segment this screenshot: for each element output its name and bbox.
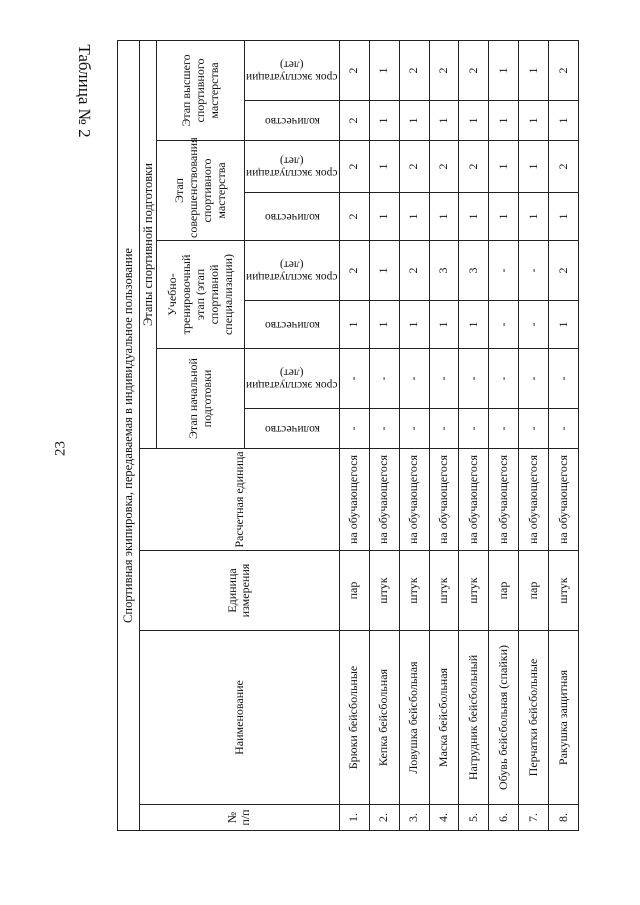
header-quantity: количество xyxy=(245,301,339,349)
cell-name: Нагрудник бейсбольный xyxy=(459,631,489,805)
cell-quantity: 1 xyxy=(459,101,489,141)
cell-quantity: 1 xyxy=(549,193,579,241)
cell-term: 1 xyxy=(369,41,399,101)
cell-term: 2 xyxy=(549,41,579,101)
cell-quantity: 1 xyxy=(399,301,429,349)
cell-quantity: - xyxy=(489,301,519,349)
cell-term: 2 xyxy=(399,241,429,301)
cell-term: 3 xyxy=(459,241,489,301)
table-row xyxy=(459,41,489,831)
cell-quantity: 1 xyxy=(549,101,579,141)
cell-quantity: - xyxy=(489,409,519,449)
cell-quantity: 1 xyxy=(489,101,519,141)
cell-quantity: 1 xyxy=(339,301,369,349)
equipment-table xyxy=(117,40,579,831)
table-title: Спортивная экипировка, передаваемая в индивидуальное пользование xyxy=(118,41,140,831)
cell-calc-unit: на обучающегося xyxy=(549,449,579,551)
cell-term: 2 xyxy=(549,241,579,301)
cell-num: 1. xyxy=(339,805,369,831)
cell-quantity: 1 xyxy=(429,301,459,349)
cell-num: 5. xyxy=(459,805,489,831)
header-term: срок эксплуатации (лет) xyxy=(245,349,339,409)
cell-quantity: 1 xyxy=(369,301,399,349)
cell-name: Перчатки бейсбольные xyxy=(519,631,549,805)
header-calc-unit: Расчетная единица xyxy=(140,449,340,551)
cell-term: 2 xyxy=(429,41,459,101)
table-row xyxy=(429,41,459,831)
cell-term: 2 xyxy=(339,41,369,101)
table-caption: Таблица № 2 xyxy=(75,44,94,138)
header-stage-improvement: Этап совершенствования спортивного мастерства xyxy=(157,141,245,241)
header-quantity: количество xyxy=(245,409,339,449)
cell-quantity: 2 xyxy=(339,101,369,141)
page-number: 23 xyxy=(52,441,69,456)
cell-term: 1 xyxy=(369,241,399,301)
cell-term: 2 xyxy=(399,41,429,101)
cell-term: 1 xyxy=(489,141,519,193)
cell-name: Ловушка бейсбольная xyxy=(399,631,429,805)
cell-name: Кепка бейсбольная xyxy=(369,631,399,805)
cell-unit: пар xyxy=(339,551,369,631)
cell-calc-unit: на обучающегося xyxy=(369,449,399,551)
cell-unit: штук xyxy=(549,551,579,631)
cell-quantity: - xyxy=(339,409,369,449)
cell-term: - xyxy=(459,349,489,409)
cell-term: 2 xyxy=(399,141,429,193)
cell-term: - xyxy=(519,349,549,409)
cell-calc-unit: на обучающегося xyxy=(519,449,549,551)
cell-num: 6. xyxy=(489,805,519,831)
cell-num: 2. xyxy=(369,805,399,831)
cell-unit: штук xyxy=(369,551,399,631)
cell-term: 1 xyxy=(489,41,519,101)
cell-unit: штук xyxy=(459,551,489,631)
cell-quantity: - xyxy=(549,409,579,449)
cell-quantity: - xyxy=(519,409,549,449)
cell-term: - xyxy=(489,349,519,409)
header-quantity: количество xyxy=(245,101,339,141)
cell-num: 4. xyxy=(429,805,459,831)
cell-term: - xyxy=(369,349,399,409)
cell-quantity: - xyxy=(429,409,459,449)
cell-term: 2 xyxy=(459,141,489,193)
table-row xyxy=(399,41,429,831)
header-stage-initial: Этап начальной подготовки xyxy=(157,349,245,449)
cell-calc-unit: на обучающегося xyxy=(339,449,369,551)
cell-name: Ракушка защитная xyxy=(549,631,579,805)
table-row xyxy=(489,41,519,831)
table-row xyxy=(549,41,579,831)
cell-term: 2 xyxy=(429,141,459,193)
header-name: Наименование xyxy=(140,631,340,805)
cell-term: 3 xyxy=(429,241,459,301)
cell-quantity: 1 xyxy=(459,301,489,349)
cell-term: - xyxy=(429,349,459,409)
cell-name: Брюки бейсбольные xyxy=(339,631,369,805)
cell-term: - xyxy=(339,349,369,409)
cell-quantity: 1 xyxy=(519,193,549,241)
header-term: срок эксплуатации (лет) xyxy=(245,241,339,301)
cell-num: 8. xyxy=(549,805,579,831)
cell-term: - xyxy=(549,349,579,409)
cell-quantity: 1 xyxy=(369,101,399,141)
cell-calc-unit: на обучающегося xyxy=(489,449,519,551)
cell-quantity: - xyxy=(369,409,399,449)
cell-unit: штук xyxy=(399,551,429,631)
cell-term: - xyxy=(519,241,549,301)
cell-quantity: 1 xyxy=(369,193,399,241)
table-row xyxy=(369,41,399,831)
cell-calc-unit: на обучающегося xyxy=(459,449,489,551)
cell-quantity: 1 xyxy=(519,101,549,141)
cell-unit: пар xyxy=(489,551,519,631)
cell-quantity: 1 xyxy=(549,301,579,349)
header-quantity: количество xyxy=(245,193,339,241)
table-row xyxy=(339,41,369,831)
cell-calc-unit: на обучающегося xyxy=(399,449,429,551)
table-row xyxy=(519,41,549,831)
cell-term: 2 xyxy=(459,41,489,101)
cell-term: 2 xyxy=(339,241,369,301)
cell-num: 7. xyxy=(519,805,549,831)
cell-term: 1 xyxy=(519,141,549,193)
cell-quantity: 1 xyxy=(399,101,429,141)
cell-quantity: - xyxy=(399,409,429,449)
cell-term: 2 xyxy=(549,141,579,193)
header-term: срок эксплуатации (лет) xyxy=(245,141,339,193)
cell-term: 1 xyxy=(519,41,549,101)
cell-calc-unit: на обучающегося xyxy=(429,449,459,551)
header-stage-highest: Этап высшего спортивного мастерства xyxy=(157,41,245,141)
rotated-table-container xyxy=(117,41,572,831)
cell-num: 3. xyxy=(399,805,429,831)
cell-quantity: 1 xyxy=(459,193,489,241)
header-term: срок эксплуатации (лет) xyxy=(245,41,339,101)
cell-quantity: 2 xyxy=(339,193,369,241)
cell-quantity: - xyxy=(519,301,549,349)
cell-quantity: 1 xyxy=(489,193,519,241)
cell-quantity: 1 xyxy=(429,193,459,241)
header-num: № п/п xyxy=(140,805,340,831)
cell-name: Маска бейсбольная xyxy=(429,631,459,805)
cell-term: 2 xyxy=(339,141,369,193)
cell-quantity: - xyxy=(459,409,489,449)
header-unit: Единица измерения xyxy=(140,551,340,631)
cell-unit: штук xyxy=(429,551,459,631)
cell-term: - xyxy=(489,241,519,301)
header-stages-group: Этапы спортивной подготовки xyxy=(140,41,157,449)
cell-unit: пар xyxy=(519,551,549,631)
cell-quantity: 1 xyxy=(429,101,459,141)
header-stage-training: Учебно-тренировочный этап (этап спортивной специализации) xyxy=(157,241,245,349)
cell-term: - xyxy=(399,349,429,409)
cell-term: 1 xyxy=(369,141,399,193)
cell-quantity: 1 xyxy=(399,193,429,241)
cell-name: Обувь бейсбольная (спайки) xyxy=(489,631,519,805)
